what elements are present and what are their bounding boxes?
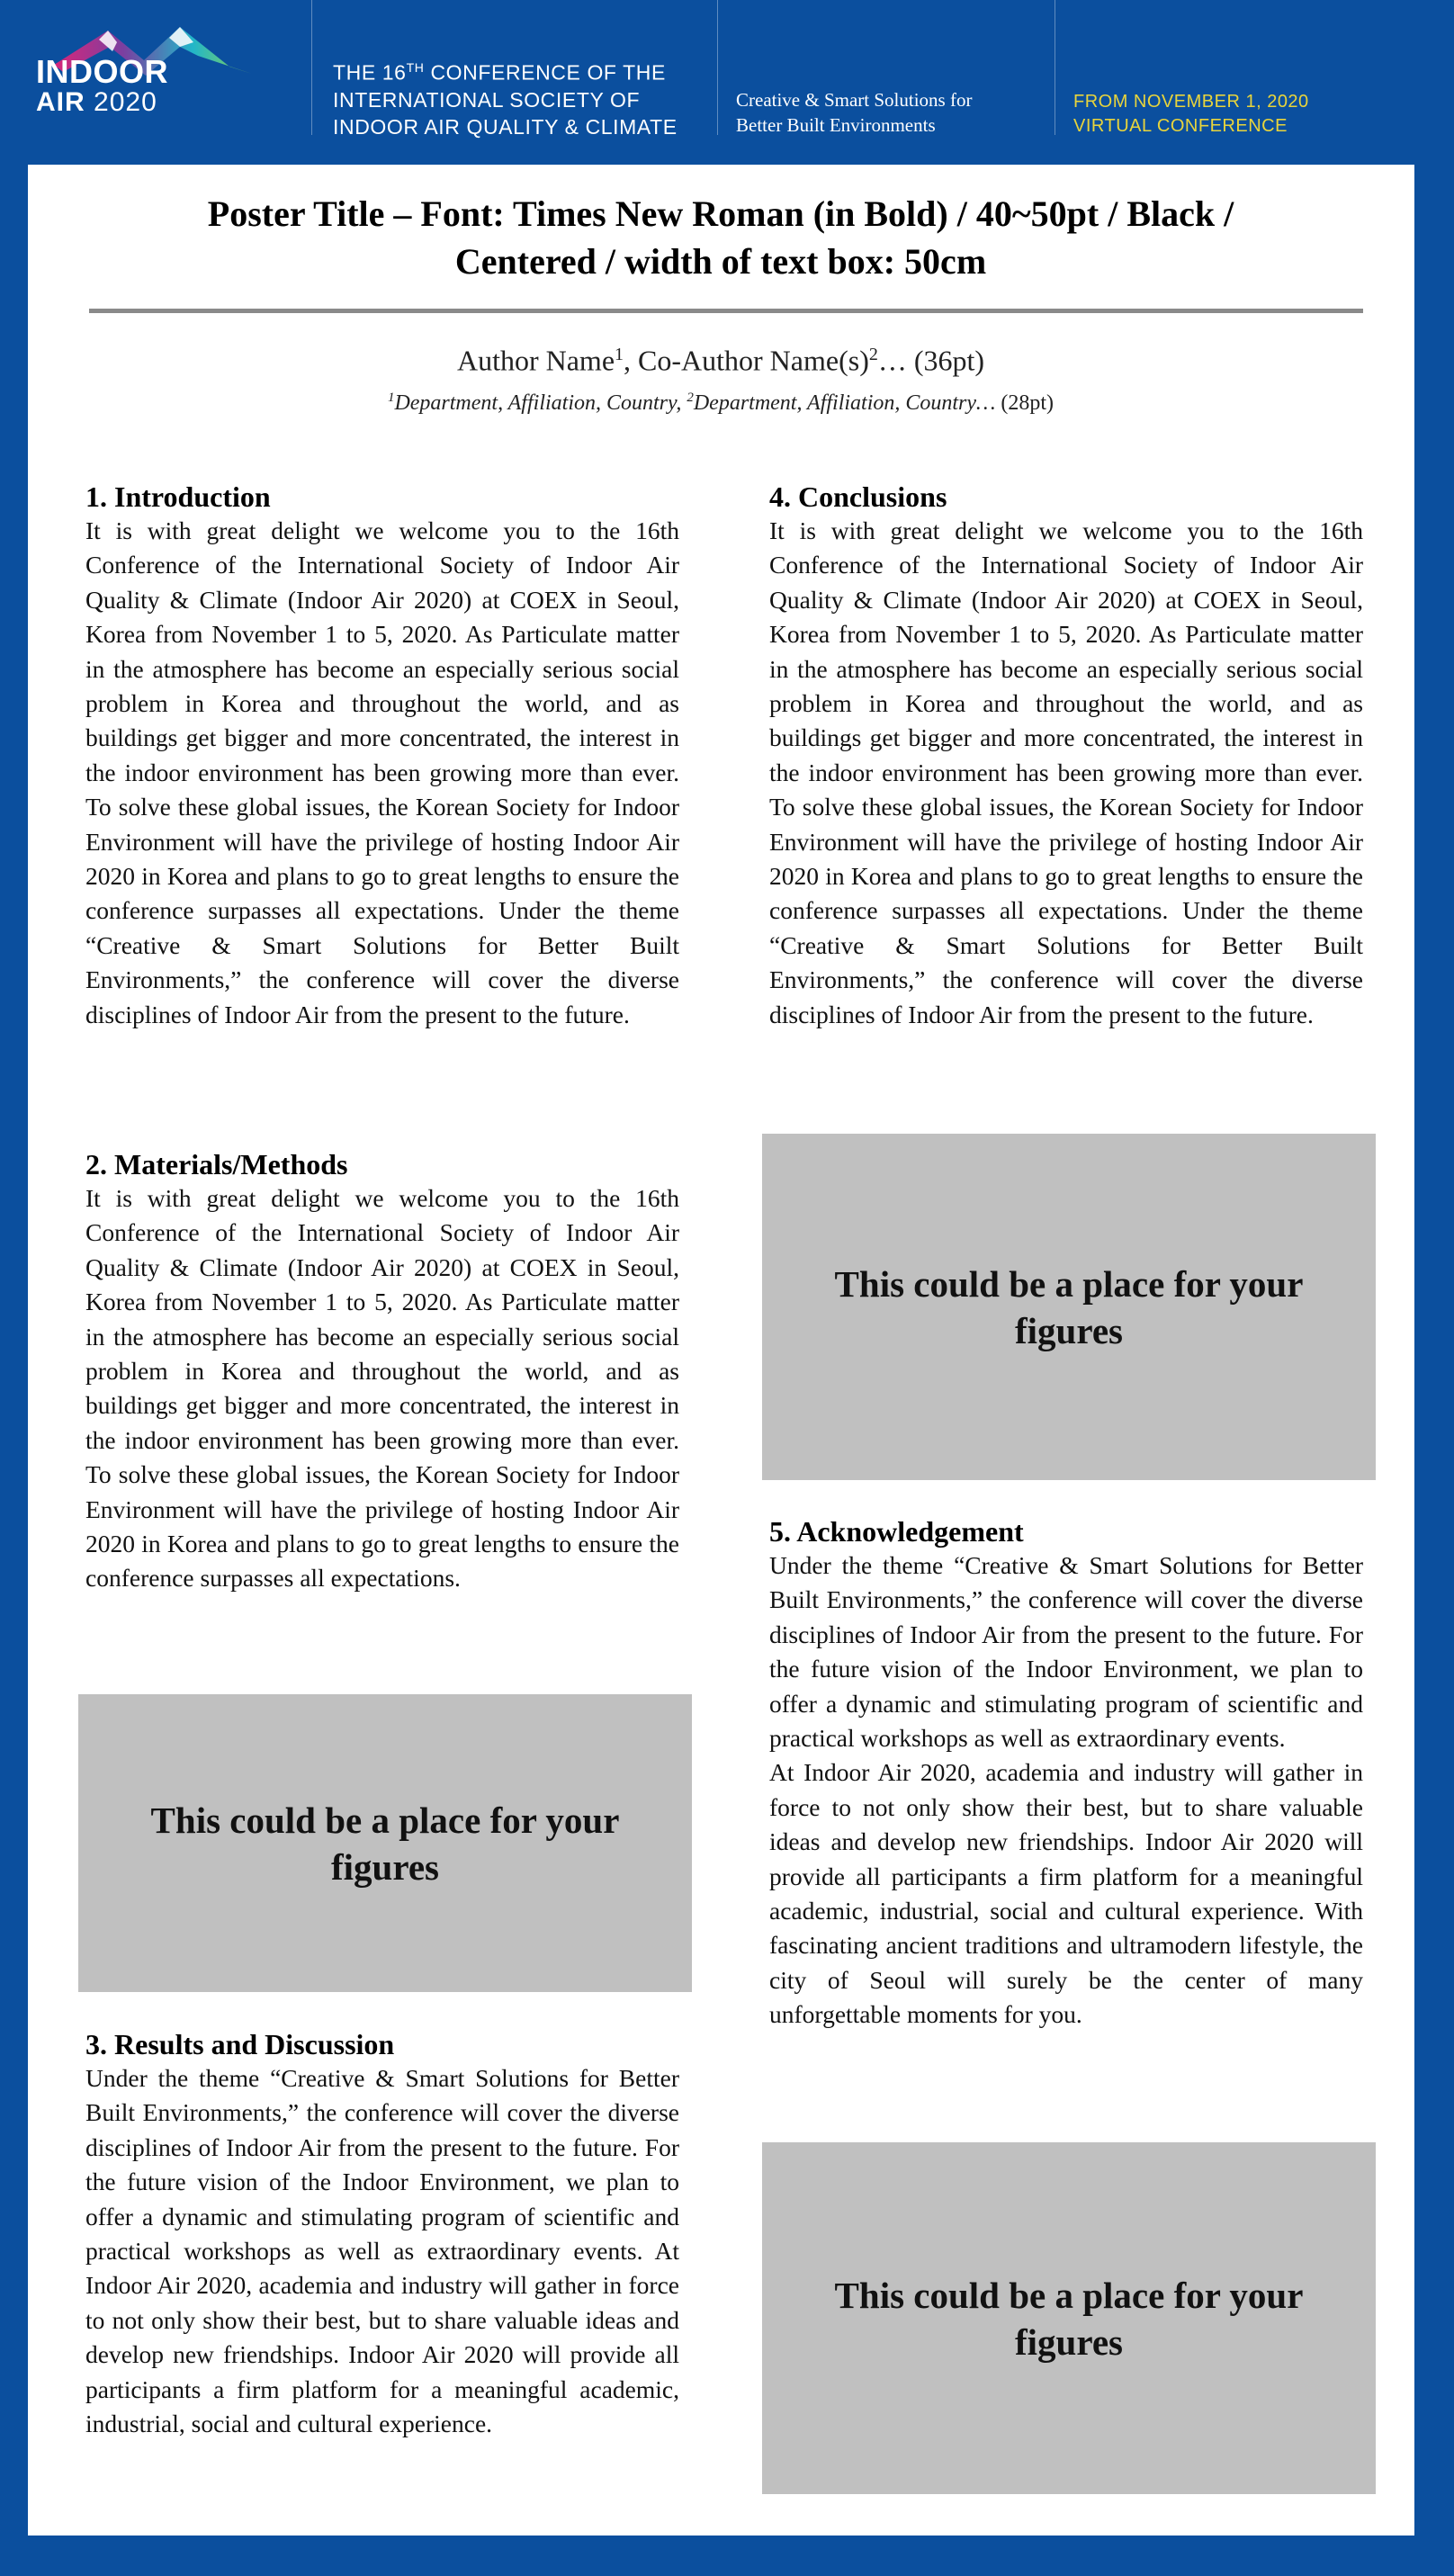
title-divider [89, 309, 1363, 313]
conference-header [0, 0, 1454, 165]
section-results [85, 2027, 679, 2441]
section-acknowledgement [769, 1514, 1363, 2033]
section-heading: 1. Introduction [85, 480, 271, 513]
section-heading: 3. Results and Discussion [85, 2028, 395, 2060]
dates-line2: VIRTUAL CONFERENCE [1073, 116, 1288, 136]
author-sup: 1 [615, 345, 624, 364]
figure-placeholder [762, 1134, 1376, 1480]
theme-line1: Creative & Smart Solutions for [736, 89, 973, 111]
logo-year: 2020 [94, 87, 157, 117]
logo-air: AIR [36, 87, 85, 117]
conference-theme [736, 87, 972, 138]
poster-title-line1: Poster Title – Font: Times New Roman (in Bold) / 40~50pt / Black / [207, 193, 1234, 234]
figure-placeholder-text: This could be a place for your figures [834, 1262, 1304, 1351]
dates-line1: FROM NOVEMBER 1, 2020 [1073, 92, 1309, 112]
section-heading: 4. Conclusions [769, 480, 947, 513]
affil-1: Department, Affiliation, Country, [394, 391, 687, 415]
logo-text [36, 53, 168, 118]
conference-line1 [333, 54, 678, 86]
conference-line2: INTERNATIONAL SOCIETY OF [333, 87, 641, 112]
section-body: It is with great delight we welcome you to the 16th Conference of the International Society of Indoor Air Quality & Climate (Indoor Air 2020) at COEX in Seoul, Korea from November 1 to 5, 2020. As Particulate matter in the atmosphere has become an especially serious social problem in Korea and throughout the world, and as buildings get bigger and more concentrated, the interest in the indoor environment has been growing more than ever. To solve these global issues, the Korean Society for Indoor Environment will have the privilege of hosting Indoor Air 2020 in Korea and plans to go to great lengths to ensure the conference surpasses all expectations. Under the theme “Creative & Smart Solutions for Better Built Environments,” the conference will cover the diverse disciplines of Indoor Air from the present to the future. [769, 516, 1363, 1028]
author-line [136, 336, 1306, 380]
theme-line2: Better Built Environments [736, 114, 936, 136]
affil-sup: 1 [387, 390, 395, 405]
poster-panel [28, 165, 1414, 2536]
section-body: Under the theme “Creative & Smart Solutions for Better Built Environments,” the conference will cover the diverse disciplines of Indoor Air from the present to the future. For the future vision of the Indoor Environment, we plan to offer a dynamic and stimulating program of scientific and practical workshops as well as extraordinary events. At Indoor Air 2020, academia and industry will gather in force to not only show their best, but to share valuable ideas and develop new friendships. Indoor Air 2020 will provide all participants a firm platform for a meaningful academic, industrial, social and cultural experience. [85, 2064, 679, 2438]
logo-line2 [36, 87, 168, 118]
conference-line1-post: CONFERENCE OF THE [424, 60, 666, 85]
section-introduction [85, 480, 679, 1032]
affil-size-note: (28pt) [995, 391, 1055, 415]
conference-line1-pre: THE 16 [333, 60, 407, 85]
section-body: It is with great delight we welcome you to the 16th Conference of the International Society of Indoor Air Quality & Climate (Indoor Air 2020) at COEX in Seoul, Korea from November 1 to 5, 2020. As Particulate matter in the atmosphere has become an especially serious social problem in Korea and throughout the world, and as buildings get bigger and more concentrated, the interest in the indoor environment has been growing more than ever. To solve these global issues, the Korean Society for Indoor Environment will have the privilege of hosting Indoor Air 2020 in Korea and plans to go to great lengths to ensure the conference surpasses all expectations. [85, 1184, 679, 1593]
section-heading: 2. Materials/Methods [85, 1148, 348, 1180]
section-conclusions [769, 480, 1363, 1032]
header-divider [311, 0, 312, 135]
figure-placeholder-text: This could be a place for your figures [150, 1799, 620, 1888]
conference-dates [1073, 90, 1309, 139]
header-divider [717, 0, 718, 135]
conference-line3: INDOOR AIR QUALITY & CLIMATE [333, 114, 678, 139]
section-body: Under the theme “Creative & Smart Solutions for Better Built Environments,” the conference will cover the diverse disciplines of Indoor Air from the present to the future. For the future vision of the Indoor Environment, we plan to offer a dynamic and stimulating program of scientific and practical workshops as well as extraordinary events. [769, 1551, 1363, 1753]
section-body: It is with great delight we welcome you to the 16th Conference of the International Society of Indoor Air Quality & Climate (Indoor Air 2020) at COEX in Seoul, Korea from November 1 to 5, 2020. As Particulate matter in the atmosphere has become an especially serious social problem in Korea and throughout the world, and as buildings get bigger and more concentrated, the interest in the indoor environment has been growing more than ever. To solve these global issues, the Korean Society for Indoor Environment will have the privilege of hosting Indoor Air 2020 in Korea and plans to go to great lengths to ensure the conference surpasses all expectations. Under the theme “Creative & Smart Solutions for Better Built Environments,” the conference will cover the diverse disciplines of Indoor Air from the present to the future. [85, 516, 679, 1028]
section-body: At Indoor Air 2020, academia and industry will gather in force to not only show their best, but to share valuable ideas and develop new friendships. Indoor Air 2020 will provide all participants a firm platform for a meaningful academic, industrial, social and cultural experience. With fascinating ancient traditions and ultramodern lifestyle, the city of Seoul will surely be the center of many unforgettable moments for you. [769, 1758, 1363, 2029]
author-name: Author Name [456, 344, 615, 377]
affil-2: Department, Affiliation, Country… [693, 391, 996, 415]
logo-line1: INDOOR [36, 53, 168, 90]
poster-title [136, 190, 1306, 285]
figure-placeholder [762, 2142, 1376, 2494]
conference-line1-sup: TH [406, 60, 425, 75]
coauthor-sup: 2 [868, 345, 878, 364]
affiliation-line [136, 383, 1306, 417]
section-heading: 5. Acknowledgement [769, 1515, 1024, 1548]
section-methods [85, 1147, 679, 1596]
coauthor-name: , Co-Author Name(s) [624, 344, 869, 377]
poster-title-line2: Centered / width of text box: 50cm [454, 241, 987, 282]
figure-placeholder-text: This could be a place for your figures [834, 2274, 1304, 2363]
conference-name [333, 54, 678, 140]
author-size-note: … (36pt) [877, 344, 985, 377]
affil-sup: 2 [687, 390, 694, 405]
figure-placeholder [78, 1694, 692, 1992]
